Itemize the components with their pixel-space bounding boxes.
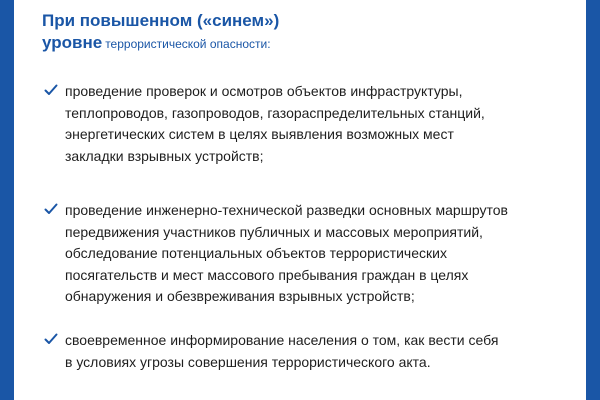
check-icon: [44, 333, 58, 345]
list-item-text: закладки взрывных устройств;: [65, 147, 264, 164]
list-item: [44, 330, 564, 373]
list-item-text: обследование потенциальных объектов террористических: [65, 245, 447, 261]
list-item-text: в условиях угрозы совершения террористического акта.: [65, 353, 431, 370]
title-line-1: При повышенном («синем»): [42, 11, 280, 30]
list-item: [44, 200, 564, 308]
list-item-text: посягательств и мест массового пребывания граждан в целях: [65, 266, 469, 283]
list-item-text: своевременное информирование населения о том, как вести себя: [65, 332, 499, 348]
list-item: [44, 81, 564, 167]
list-item-text: обнаружения и обезвреживания взрывных устройств;: [65, 288, 415, 304]
title-emphasis: уровне: [42, 33, 103, 52]
list-item-text: проведение инженерно-технической разведки основных маршрутов: [65, 202, 508, 218]
list-item-text: проведение проверок и осмотров объектов инфраструктуры,: [65, 83, 463, 99]
check-icon: [44, 84, 58, 96]
list-item-text: теплопроводов, газопроводов, газораспределительных станций,: [65, 104, 485, 121]
check-icon: [44, 203, 58, 215]
list-item-text: энергетических систем в целях выявления возможных мест: [65, 126, 454, 142]
title-subtext: террористической опасности:: [105, 37, 271, 51]
list-item-text: передвижения участников публичных и массовых мероприятий,: [65, 223, 483, 240]
